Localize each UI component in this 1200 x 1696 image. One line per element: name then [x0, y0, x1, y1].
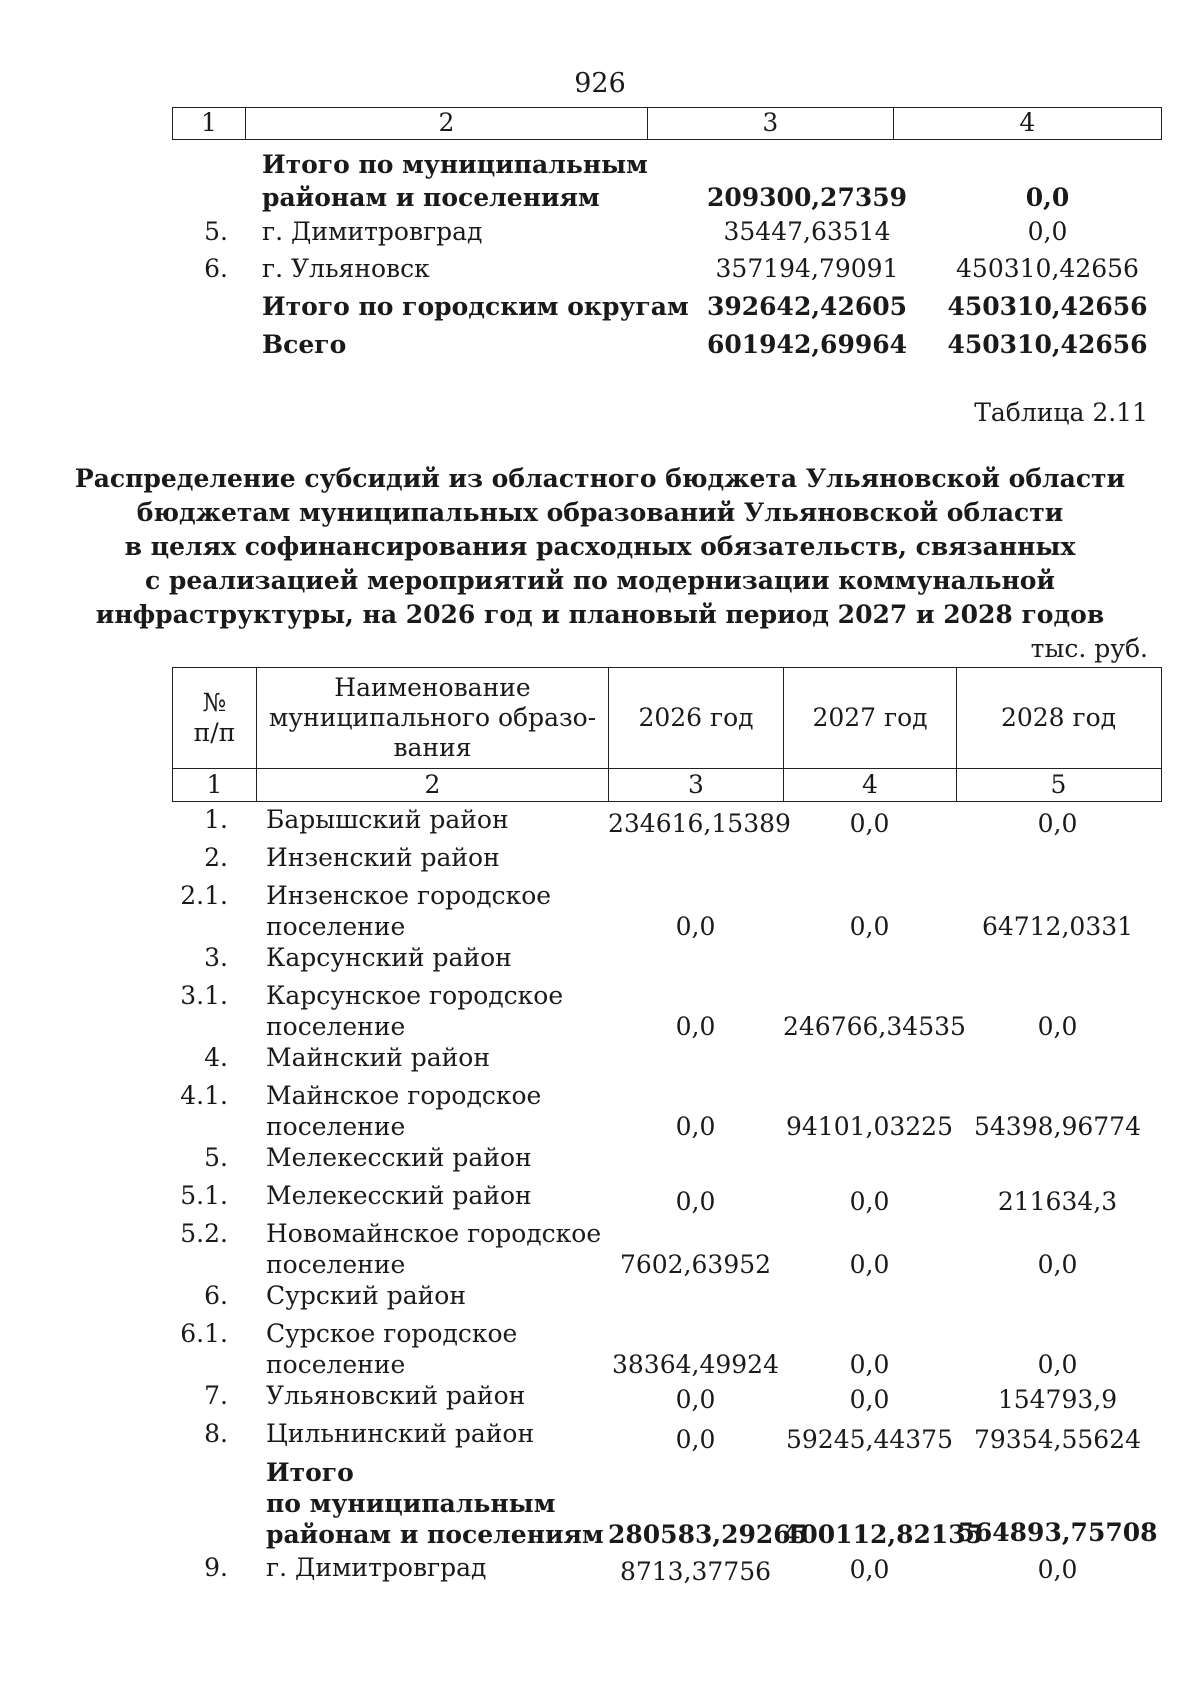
- row-value-col3: 392642,42605: [706, 292, 908, 321]
- row-name-line: г. Димитровград: [266, 1553, 487, 1582]
- row-number: 5.1.: [180, 1181, 228, 1210]
- page-number: 926: [574, 68, 626, 99]
- row-value-2026: 8713,37756: [619, 1557, 772, 1586]
- table2-header: [172, 667, 1162, 802]
- row-name-line: Итого по муниципальным: [262, 150, 648, 179]
- row-name-line: поселение: [266, 1112, 406, 1141]
- table1-col-4: 4: [1019, 108, 1036, 137]
- header-name-line: муниципального образо-: [268, 703, 597, 732]
- row-number: 4.: [204, 1043, 228, 1072]
- row-value-2027: 59245,44375: [785, 1425, 953, 1454]
- row-name-line: поселение: [266, 912, 406, 941]
- row-number: 2.: [204, 843, 228, 872]
- row-value-2028: 0,0: [1037, 1250, 1078, 1279]
- row-name-line: Майнский район: [266, 1043, 491, 1072]
- row-number: 4.1.: [180, 1081, 228, 1110]
- row-name-line: Инзенский район: [266, 843, 500, 872]
- row-value-2028: 564893,75708: [957, 1518, 1158, 1547]
- header-num-line: п/п: [193, 718, 236, 747]
- row-value-2026: 0,0: [675, 1112, 716, 1141]
- row-value-2027: 0,0: [849, 1250, 890, 1279]
- row-value-col3: 357194,79091: [715, 254, 899, 283]
- row-value-2026: 0,0: [675, 1187, 716, 1216]
- row-value-2027: 0,0: [849, 809, 890, 838]
- header-2026: 2026 год: [609, 668, 784, 768]
- row-number: 5.2.: [180, 1219, 228, 1248]
- row-value-2027: 94101,03225: [785, 1112, 953, 1141]
- row-value-2027: 0,0: [849, 1385, 890, 1414]
- row-value-2027: 0,0: [849, 1555, 890, 1584]
- row-value-2027: 0,0: [849, 1187, 890, 1216]
- row-name-line: Карсунское городское: [266, 981, 564, 1010]
- row-number: 5.: [204, 217, 228, 246]
- row-value-2027: 0,0: [849, 912, 890, 941]
- row-value-col4: 0,0: [1027, 217, 1068, 246]
- row-value-2027: 246766,34535: [783, 1012, 966, 1041]
- row-number: 6.: [204, 254, 228, 283]
- row-name-line: Сурский район: [266, 1281, 467, 1310]
- row-value-2026: 38364,49924: [611, 1350, 779, 1379]
- row-value-col3: 209300,27359: [706, 183, 908, 212]
- col-number: 5: [1050, 770, 1067, 799]
- header-2027: 2027 год: [784, 668, 957, 768]
- row-name-line: Итого: [266, 1458, 354, 1487]
- row-value-2028: 64712,0331: [981, 912, 1134, 941]
- row-name-line: Майнское городское: [266, 1081, 542, 1110]
- row-name-line: Сурское городское: [266, 1319, 518, 1348]
- row-number: 9.: [204, 1553, 228, 1582]
- header-name: [257, 668, 609, 768]
- header-2028: 2028 год: [1000, 703, 1117, 732]
- row-value-2028: 0,0: [1037, 809, 1078, 838]
- col-number: 4: [784, 769, 957, 801]
- row-value-col3: 601942,69964: [706, 330, 908, 359]
- row-name-line: Ульяновский район: [266, 1381, 526, 1410]
- col-number: 3: [609, 769, 784, 801]
- title-line: Распределение субсидий из областного бюджета Ульяновской области: [74, 464, 1126, 493]
- row-name-line: по муниципальным: [266, 1489, 556, 1518]
- title-line: с реализацией мероприятий по модернизации коммунальной: [145, 566, 1055, 595]
- row-name-line: поселение: [266, 1250, 406, 1279]
- row-number: 5.: [204, 1143, 228, 1172]
- col-number: 1: [173, 769, 257, 801]
- row-name-line: Инзенское городское: [266, 881, 552, 910]
- row-name-line: Новомайнское городское: [266, 1219, 602, 1248]
- unit-label: тыс. руб.: [1030, 634, 1148, 663]
- row-value-2028: 0,0: [1037, 1012, 1078, 1041]
- table1-col-1: 1: [173, 108, 246, 139]
- header-name-line: вания: [393, 733, 472, 762]
- row-value-2028: 0,0: [1037, 1555, 1078, 1584]
- row-name-line: районам и поселениям: [262, 183, 600, 212]
- row-value-2028: 0,0: [1037, 1350, 1078, 1379]
- row-number: 2.1.: [180, 881, 228, 910]
- row-number: 8.: [204, 1419, 228, 1448]
- row-value-2028: 154793,9: [997, 1385, 1118, 1414]
- table1-col-3: 3: [648, 108, 894, 139]
- row-value-col4: 450310,42656: [947, 292, 1148, 321]
- row-name-line: поселение: [266, 1350, 406, 1379]
- row-value-2028: 79354,55624: [973, 1425, 1141, 1454]
- row-name-line: Мелекесский район: [266, 1181, 532, 1210]
- title-line: в целях софинансирования расходных обязательств, связанных: [124, 532, 1076, 561]
- title-line: инфраструктуры, на 2026 год и плановый период 2027 и 2028 годов: [95, 600, 1105, 629]
- row-value-col4: 0,0: [1025, 183, 1070, 212]
- row-value-2026: 0,0: [675, 1385, 716, 1414]
- title-line: бюджетам муниципальных образований Ульяновской области: [136, 498, 1064, 527]
- row-value-col3: 35447,63514: [723, 217, 891, 246]
- row-number: 3.: [204, 943, 228, 972]
- row-value-2028: 211634,3: [997, 1187, 1118, 1216]
- row-number: 1.: [204, 805, 228, 834]
- row-value-2026: 0,0: [675, 1012, 716, 1041]
- row-name-line: районам и поселениям: [266, 1520, 604, 1549]
- row-value-2026: 0,0: [675, 912, 716, 941]
- table-caption: Таблица 2.11: [974, 398, 1148, 427]
- table-title: [0, 462, 1200, 632]
- row-value-2027: 0,0: [849, 1350, 890, 1379]
- row-value-2026: 7602,63952: [619, 1250, 772, 1279]
- row-value-col4: 450310,42656: [947, 330, 1148, 359]
- row-name-line: поселение: [266, 1012, 406, 1041]
- row-number: 6.: [204, 1281, 228, 1310]
- row-value-2028: 54398,96774: [973, 1112, 1141, 1141]
- row-value-col4: 450310,42656: [956, 254, 1139, 283]
- row-name-line: Барышский район: [266, 805, 509, 834]
- row-name-line: Цильнинский район: [266, 1419, 535, 1448]
- table1-col-2: 2: [246, 108, 648, 139]
- row-name-line: Итого по городским округам: [262, 292, 689, 321]
- header-name-line: Наименование: [334, 673, 531, 702]
- row-name-line: г. Ульяновск: [262, 254, 430, 283]
- table1-column-numbers: [172, 107, 1162, 140]
- row-value-2026: 280583,29265: [608, 1520, 809, 1549]
- row-value-2026: 234616,15389: [608, 809, 791, 838]
- row-number: 7.: [204, 1381, 228, 1410]
- row-name-line: г. Димитровград: [262, 217, 483, 246]
- row-name-line: Мелекесский район: [266, 1143, 532, 1172]
- header-num: [173, 668, 257, 768]
- row-number: 6.1.: [180, 1319, 228, 1348]
- row-name-line: Карсунский район: [266, 943, 512, 972]
- row-value-2027: 400112,82135: [783, 1520, 984, 1549]
- col-number: 2: [257, 769, 609, 801]
- row-name-line: Всего: [262, 330, 347, 359]
- header-num-line: №: [202, 688, 227, 717]
- row-number: 3.1.: [180, 981, 228, 1010]
- row-value-2026: 0,0: [675, 1425, 716, 1454]
